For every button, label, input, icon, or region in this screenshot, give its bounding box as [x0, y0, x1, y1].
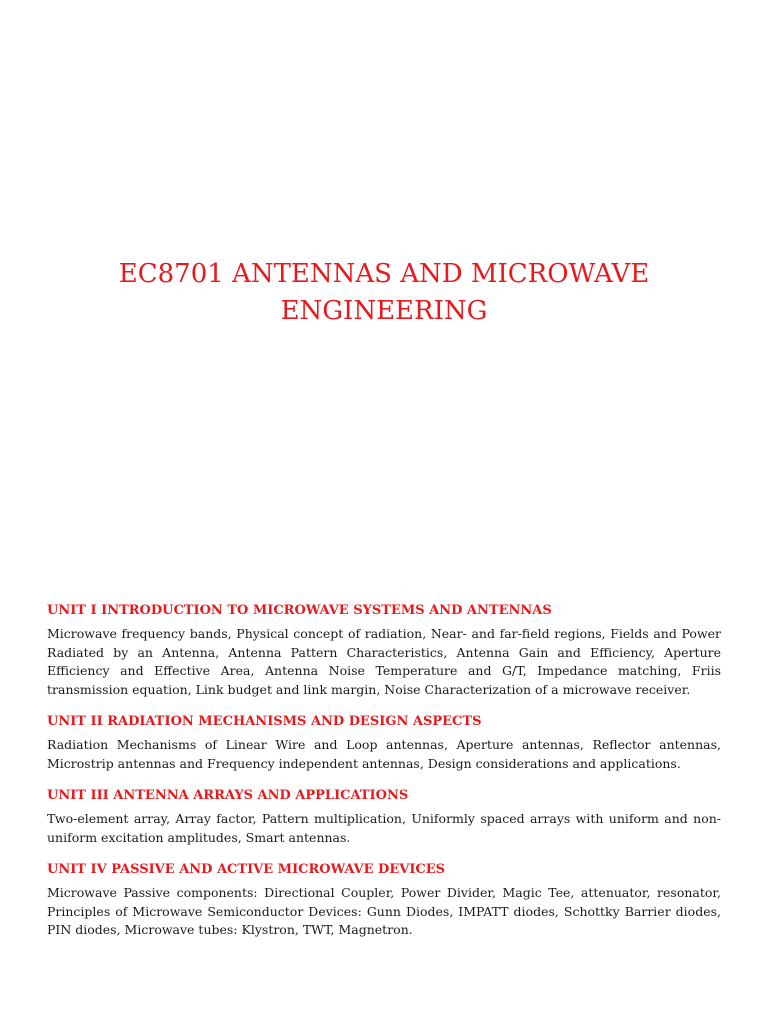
unit-1-heading: UNIT I INTRODUCTION TO MICROWAVE SYSTEMS AND ANTENNAS: [47, 603, 552, 618]
unit-4-body: Microwave Passive components: Directional Coupler, Power Divider, Magic Tee, attenuator, resonator, Principles of Microwave Semiconductor Devices: Gunn Diodes, IMPATT diodes, Schottky Barrier diodes, PIN diodes, Microwave tubes: Klystron, TWT, Magnetron.: [47, 885, 721, 937]
document-title-line-2: ENGINEERING: [280, 296, 488, 326]
unit-4-heading: UNIT IV PASSIVE AND ACTIVE MICROWAVE DEVICES: [47, 862, 446, 877]
unit-3-heading: UNIT III ANTENNA ARRAYS AND APPLICATIONS: [47, 788, 409, 803]
syllabus-units: [47, 602, 721, 940]
unit-3-body: Two-element array, Array factor, Pattern multiplication, Uniformly spaced arrays with uniform and non-uniform excitation amplitudes, Smart antennas.: [47, 811, 721, 845]
unit-2-section: [47, 713, 721, 773]
document-title-line-1: EC8701 ANTENNAS AND MICROWAVE: [118, 259, 650, 289]
unit-1-section: [47, 602, 721, 699]
unit-1-body: Microwave frequency bands, Physical concept of radiation, Near- and far-field regions, Fields and Power Radiated by an Antenna, Antenna Pattern Characteristics, Antenna Gain and Efficiency, Aperture Efficiency and Effective Area, Antenna Noise Temperature and G/T, Impedance matching, Friis transmission equation, Link budget and link margin, Noise Characterization of a microwave receiver.: [47, 626, 721, 697]
unit-2-heading: UNIT II RADIATION MECHANISMS AND DESIGN ASPECTS: [47, 714, 482, 729]
document-title: [0, 256, 768, 330]
unit-2-body: Radiation Mechanisms of Linear Wire and Loop antennas, Aperture antennas, Reflector antennas, Microstrip antennas and Frequency independent antennas, Design considerations and applications.: [47, 737, 721, 771]
unit-4-section: [47, 861, 721, 940]
unit-3-section: [47, 787, 721, 847]
